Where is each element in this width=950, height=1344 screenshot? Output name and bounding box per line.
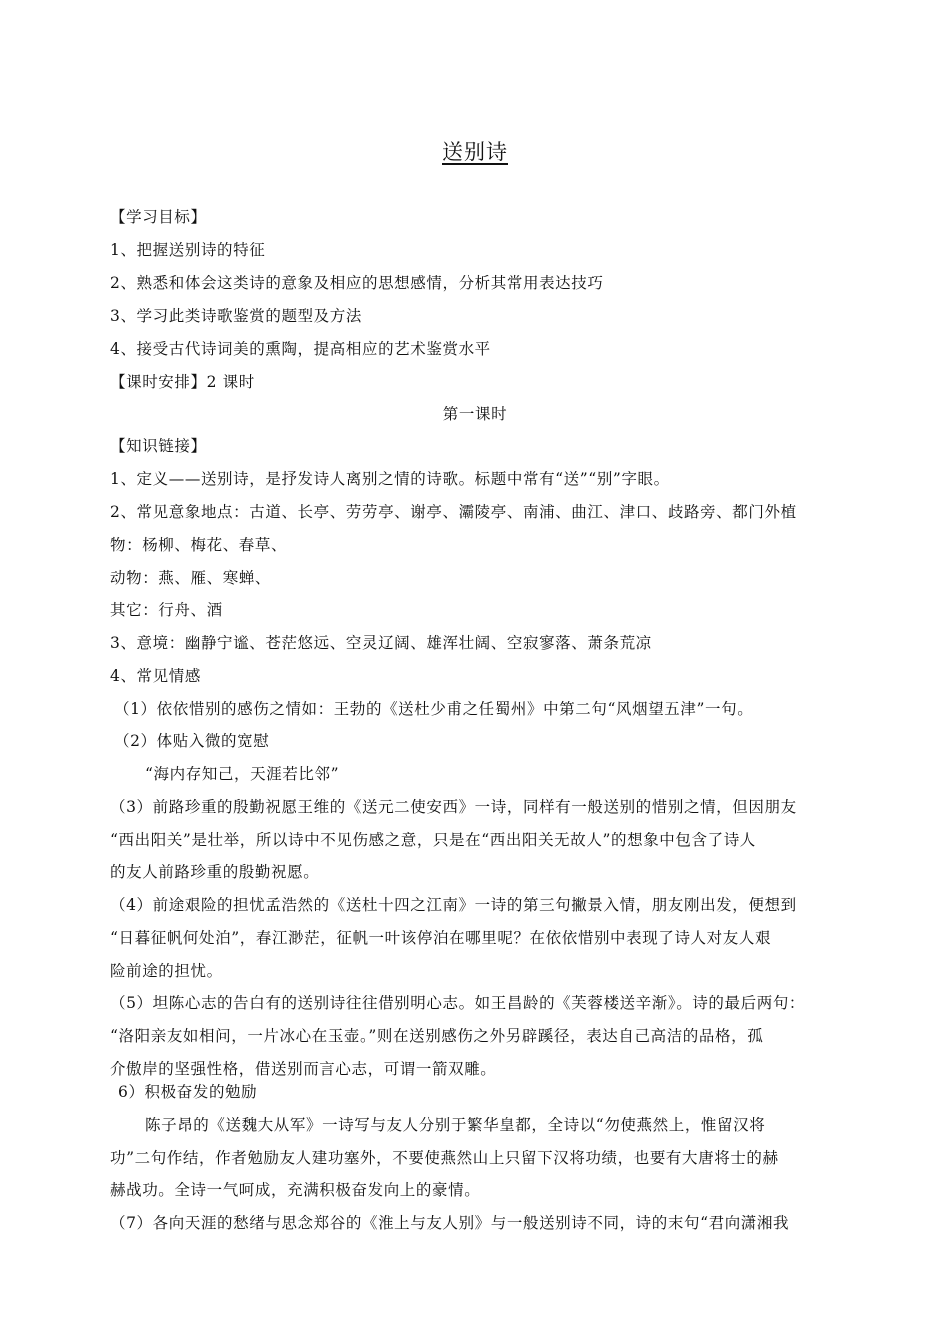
section-title-lesson-1: 第一课时 [442,405,508,423]
paragraph-line: 的友人前路珍重的殷勤祝愿。 [110,863,320,881]
paragraph-line: 赫战功。全诗一气呵成，充满积极奋发向上的豪情。 [110,1181,481,1199]
paragraph-line: 6）积极奋发的勉励 [118,1083,258,1101]
paragraph-line: （7）各向天涯的愁绪与思念郑谷的《淮上与友人别》与一般送别诗不同，诗的末句“君向潇湘我 [110,1214,790,1232]
quote-line: “海内存知己，天涯若比邻” [145,765,340,783]
paragraph-line: 其它：行舟、酒 [110,601,223,619]
paragraph-line: 动物：燕、雁、寒蝉、 [110,569,272,587]
heading-learning-goals: 【学习目标】 [110,208,207,226]
paragraph-line: “日暮征帆何处泊”，春江渺茫，征帆一叶该停泊在哪里呢？在依依惜别中表现了诗人对友人艰 [110,929,772,947]
paragraph-line: “洛阳亲友如相问，一片冰心在玉壶。”则在送别感伤之外另辟蹊径，表达自己高洁的品格，孤 [110,1027,764,1045]
paragraph-line: （3）前路珍重的殷勤祝愿王维的《送元二使安西》一诗，同样有一般送别的惜别之情，但因朋友 [110,798,797,816]
paragraph-line: “西出阳关”是壮举，所以诗中不见伤感之意，只是在“西出阳关无故人”的想象中包含了诗人 [110,831,756,849]
paragraph-line: （4）前途艰险的担忧孟浩然的《送杜十四之江南》一诗的第三句撇景入情，朋友刚出发，便想到 [110,896,797,914]
goal-item-1: 1、把握送别诗的特征 [110,241,266,259]
paragraph-line: （5）坦陈心志的告白有的送别诗往往借别明心志。如王昌龄的《芙蓉楼送辛渐》。诗的最后两句： [110,994,806,1012]
paragraph-line: 功”二句作结，作者勉励友人建功塞外，不要使燕然山上只留下汉将功绩，也要有大唐将士的赫 [110,1149,779,1167]
page-title: 送别诗 [442,140,508,164]
goal-item-4: 4、接受古代诗词美的熏陶，提高相应的艺术鉴赏水平 [110,340,491,358]
paragraph-line: 4、常见情感 [110,667,201,685]
paragraph-line: 陈子昂的《送魏大从军》一诗写与友人分别于繁华皇都，全诗以“勿使燕然上，惟留汉将 [145,1116,766,1134]
paragraph-line: 2、常见意象地点：古道、长亭、劳劳亭、谢亭、灞陵亭、南浦、曲江、津口、歧路旁、都门外植 [110,503,797,521]
paragraph-line: （1）依依惜别的感伤之情如：王勃的《送杜少甫之任蜀州》中第二句“风烟望五津”一句。 [114,700,754,718]
goal-item-3: 3、学习此类诗歌鉴赏的题型及方法 [110,307,362,325]
paragraph-line: 险前途的担忧。 [110,962,223,980]
paragraph-line: 介傲岸的坚强性格，借送别而言心志，可谓一箭双雕。 [110,1060,497,1078]
goal-item-2: 2、熟悉和体会这类诗的意象及相应的思想感情，分析其常用表达技巧 [110,274,604,292]
paragraph-line: 物：杨柳、梅花、春草、 [110,536,288,554]
paragraph-line: 1、定义——送别诗，是抒发诗人离别之情的诗歌。标题中常有“送”“别”字眼。 [110,470,670,488]
paragraph-line: （2）体贴入微的宽慰 [114,732,270,750]
heading-schedule: 【课时安排】2 课时 [110,373,255,391]
heading-knowledge-link: 【知识链接】 [110,437,207,455]
paragraph-line: 3、意境：幽静宁谧、苍茫悠远、空灵辽阔、雄浑壮阔、空寂寥落、萧条荒凉 [110,634,652,652]
